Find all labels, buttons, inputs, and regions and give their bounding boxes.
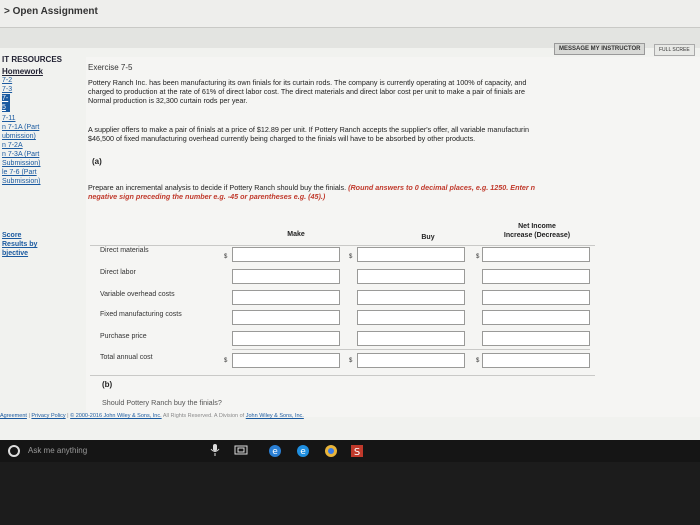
- table-divider: [90, 245, 595, 246]
- results-by-objective-link-2[interactable]: bjective: [2, 250, 29, 257]
- net-income-header: Net Income: [518, 223, 556, 230]
- make-fixed-manufacturing-input[interactable]: [232, 310, 340, 325]
- net-total-cost-input[interactable]: [482, 353, 590, 368]
- sidebar-score-links: [2, 231, 37, 258]
- sidebar-homework[interactable]: Homework: [2, 67, 43, 76]
- net-direct-materials-input[interactable]: [482, 247, 590, 262]
- net-purchase-price-input[interactable]: [482, 331, 590, 346]
- rounding-instruction: (Round answers to 0 decimal places, e.g. 1250. Enter n: [348, 183, 536, 192]
- row-label-direct-labor: Direct labor: [100, 269, 136, 276]
- supplier-text-line: $46,500 of fixed manufacturing overhead currently being charged to the finials will have to be absorbed by other products.: [88, 134, 476, 143]
- part-b-label: (b): [102, 380, 113, 389]
- agreement-link[interactable]: Agreement: [0, 413, 27, 419]
- buy-purchase-price-input[interactable]: [357, 331, 465, 346]
- part-a-label: (a): [92, 157, 102, 166]
- screen-bezel: [0, 462, 700, 525]
- net-income-header-sub: Increase (Decrease): [503, 232, 571, 239]
- part-b-question: Should Pottery Ranch buy the finials?: [102, 398, 222, 407]
- microphone-icon[interactable]: [208, 444, 222, 458]
- buy-total-cost-input[interactable]: [357, 353, 465, 368]
- footer: [0, 413, 700, 419]
- sidebar-item[interactable]: 7-11: [2, 115, 16, 122]
- store-icon[interactable]: [350, 444, 364, 458]
- make-total-cost-input[interactable]: [232, 353, 340, 368]
- currency-symbol: $: [476, 358, 480, 364]
- sidebar: [0, 53, 68, 413]
- sidebar-heading: IT RESOURCES: [2, 55, 63, 64]
- make-column-header: Make: [287, 231, 305, 238]
- taskbar-search[interactable]: Ask me anything: [28, 446, 88, 455]
- supplier-text-line: A supplier offers to make a pair of finials at a price of $12.89 per unit. If Pottery Ranch accepts the supplier's offer, all variable manufacturin: [88, 125, 529, 134]
- copyright-link[interactable]: © 2000-2016 John Wiley & Sons, Inc.: [70, 413, 162, 419]
- cortana-icon[interactable]: [8, 445, 20, 457]
- sidebar-item[interactable]: le 7-6 (Part: [2, 169, 37, 176]
- currency-symbol: $: [476, 254, 480, 260]
- total-divider: [232, 349, 590, 350]
- instruction-text: Prepare an incremental analysis to decide if Pottery Ranch should buy the finials.: [88, 183, 347, 192]
- make-variable-overhead-input[interactable]: [232, 290, 340, 305]
- edge-icon[interactable]: [268, 444, 282, 458]
- sidebar-item-active[interactable]: 7-5: [2, 95, 9, 111]
- make-purchase-price-input[interactable]: [232, 331, 340, 346]
- make-direct-materials-input[interactable]: [232, 247, 340, 262]
- window-titlebar: [0, 0, 700, 28]
- net-direct-labor-input[interactable]: [482, 269, 590, 284]
- row-label-variable-overhead: Variable overhead costs: [100, 291, 175, 298]
- internet-explorer-icon[interactable]: [296, 444, 310, 458]
- results-by-objective-link-1[interactable]: Results by: [2, 241, 38, 248]
- wiley-link[interactable]: John Wiley & Sons, Inc.: [245, 413, 304, 419]
- row-label-total-annual-cost: Total annual cost: [100, 354, 153, 361]
- buy-variable-overhead-input[interactable]: [357, 290, 465, 305]
- buy-direct-labor-input[interactable]: [357, 269, 465, 284]
- buy-direct-materials-input[interactable]: [357, 247, 465, 262]
- window-title: > Open Assignment: [4, 6, 98, 17]
- rights-text: All Rights Reserved. A Division of: [162, 413, 245, 419]
- chrome-icon[interactable]: [324, 444, 338, 458]
- problem-text-line: charged to production at the rate of 61% of direct labor cost. The direct materials and direct labor cost per unit to make a pair of finials are: [88, 87, 525, 96]
- svg-text:e: e: [272, 447, 278, 457]
- row-label-purchase-price: Purchase price: [100, 333, 147, 340]
- svg-text:e: e: [300, 447, 306, 457]
- sidebar-item[interactable]: Submission): [2, 178, 41, 185]
- privacy-policy-link[interactable]: Privacy Policy: [31, 413, 66, 419]
- instruction-line-1: [88, 183, 535, 192]
- buy-fixed-manufacturing-input[interactable]: [357, 310, 465, 325]
- problem-text-line: Pottery Ranch Inc. has been manufacturing its own finials for its curtain rods. The company is currently operating at 100% of capacity, and: [88, 78, 527, 87]
- currency-symbol: $: [224, 254, 228, 260]
- message-instructor-button[interactable]: MESSAGE MY INSTRUCTOR: [554, 43, 645, 55]
- exercise-title: Exercise 7-5: [88, 63, 133, 72]
- svg-text:S: S: [353, 447, 361, 458]
- sidebar-item[interactable]: 7-3: [2, 86, 13, 93]
- problem-text-line: Normal production is 32,300 curtain rods per year.: [88, 96, 248, 105]
- buy-column-header: Buy: [421, 234, 435, 241]
- net-variable-overhead-input[interactable]: [482, 290, 590, 305]
- table-divider-bottom: [90, 375, 595, 376]
- sidebar-item[interactable]: n 7-1A (Part: [2, 124, 40, 131]
- windows-taskbar: [0, 440, 700, 462]
- task-view-icon[interactable]: [234, 444, 248, 458]
- score-link[interactable]: Score: [2, 232, 22, 239]
- footer-separator: |: [28, 413, 30, 419]
- negative-sign-instruction: negative sign preceding the number e.g. -45 or parentheses e.g. (45).): [88, 192, 326, 201]
- full-screen-button[interactable]: FULL SCREE: [654, 44, 695, 56]
- net-fixed-manufacturing-input[interactable]: [482, 310, 590, 325]
- row-label-fixed-manufacturing: Fixed manufacturing costs: [100, 311, 182, 318]
- currency-symbol: $: [224, 358, 228, 364]
- footer-separator: |: [67, 413, 69, 419]
- row-label-direct-materials: Direct materials: [100, 247, 149, 254]
- make-direct-labor-input[interactable]: [232, 269, 340, 284]
- sidebar-item[interactable]: n 7-3A (Part: [2, 151, 40, 158]
- sidebar-item[interactable]: n 7-2A: [2, 142, 23, 149]
- sidebar-item[interactable]: 7-2: [2, 77, 13, 84]
- currency-symbol: $: [349, 358, 353, 364]
- sidebar-item[interactable]: ubmission): [2, 133, 36, 140]
- exercise-panel: [86, 57, 700, 417]
- sidebar-item[interactable]: Submission): [2, 160, 41, 167]
- currency-symbol: $: [349, 254, 353, 260]
